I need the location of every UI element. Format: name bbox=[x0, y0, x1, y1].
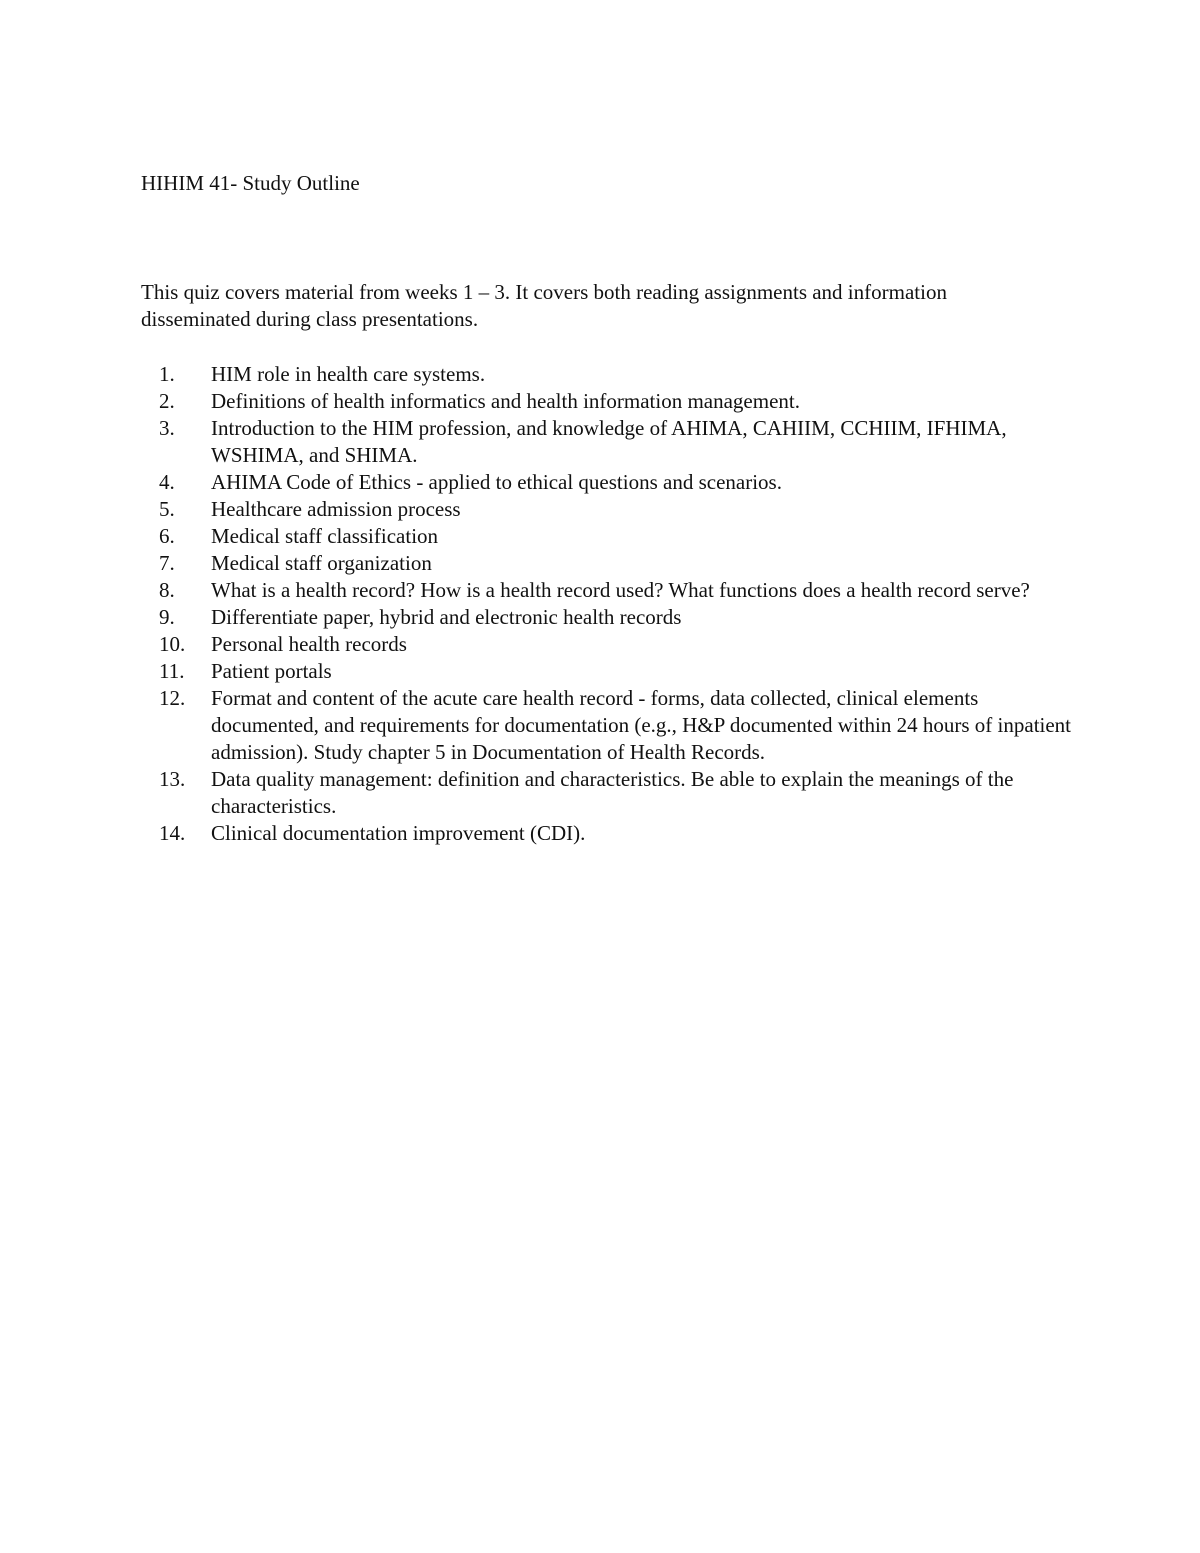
list-item bbox=[141, 388, 1071, 415]
list-item bbox=[141, 469, 1071, 496]
item-number: 14. bbox=[159, 821, 186, 845]
item-text: HIM role in health care systems. bbox=[211, 362, 486, 386]
item-text: Healthcare admission process bbox=[211, 497, 461, 521]
list-item bbox=[141, 631, 1071, 658]
list-item bbox=[141, 523, 1071, 550]
list-item bbox=[141, 361, 1071, 388]
item-number: 12. bbox=[159, 686, 186, 710]
item-number: 5. bbox=[159, 497, 175, 521]
list-item bbox=[141, 415, 1071, 469]
list-item bbox=[141, 604, 1071, 631]
item-number: 2. bbox=[159, 389, 175, 413]
item-text: Personal health records bbox=[211, 632, 407, 656]
item-text: Introduction to the HIM profession, and knowledge of AHIMA, CAHIIM, CCHIIM, IFHIMA, WSHIMA, and SHIMA. bbox=[211, 416, 1007, 467]
item-text: Medical staff classification bbox=[211, 524, 439, 548]
item-text: Data quality management: definition and characteristics. Be able to explain the meanings of the characteristics. bbox=[211, 767, 1014, 818]
list-item bbox=[141, 685, 1071, 766]
item-text: What is a health record? How is a health record used? What functions does a health record serve? bbox=[211, 578, 1030, 602]
intro-paragraph: This quiz covers material from weeks 1 – 3. It covers both reading assignments and information disseminated during class presentations. bbox=[141, 280, 947, 331]
item-text: Medical staff organization bbox=[211, 551, 432, 575]
list-item bbox=[141, 766, 1071, 820]
item-number: 9. bbox=[159, 605, 175, 629]
document-title: HIHIM 41- Study Outline bbox=[141, 171, 360, 195]
item-text: Definitions of health informatics and health information management. bbox=[211, 389, 800, 413]
item-text: AHIMA Code of Ethics - applied to ethical questions and scenarios. bbox=[211, 470, 782, 494]
item-number: 7. bbox=[159, 551, 175, 575]
item-number: 3. bbox=[159, 416, 175, 440]
item-text: Format and content of the acute care health record - forms, data collected, clinical elements documented, and requirements for documentation (e.g., H&P documented within 24 hours of inpatient admission). Study chapter 5 in Documentation of Health Records. bbox=[211, 686, 1072, 764]
item-number: 10. bbox=[159, 632, 186, 656]
item-text: Patient portals bbox=[211, 659, 332, 683]
list-item bbox=[141, 550, 1071, 577]
item-number: 4. bbox=[159, 470, 175, 494]
item-number: 13. bbox=[159, 767, 186, 791]
item-text: Clinical documentation improvement (CDI). bbox=[211, 821, 586, 845]
item-number: 6. bbox=[159, 524, 175, 548]
item-number: 11. bbox=[159, 659, 185, 683]
item-number: 8. bbox=[159, 578, 175, 602]
list-item bbox=[141, 496, 1071, 523]
study-outline-list bbox=[141, 361, 1071, 847]
item-number: 1. bbox=[159, 362, 175, 386]
list-item bbox=[141, 577, 1071, 604]
item-text: Differentiate paper, hybrid and electronic health records bbox=[211, 605, 682, 629]
list-item bbox=[141, 820, 1071, 847]
list-item bbox=[141, 658, 1071, 685]
